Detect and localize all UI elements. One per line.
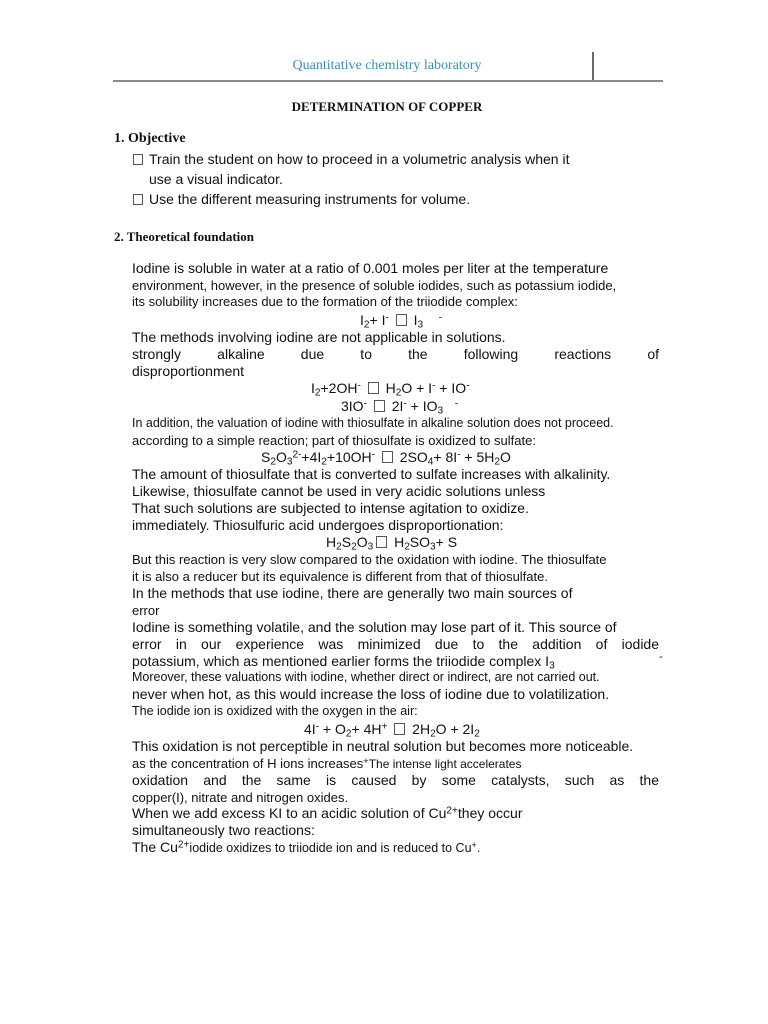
body-line: potassium, which as mentioned earlier forms the triiodide complex $I_3$ - — [132, 651, 663, 672]
section-heading-theory: 2. Theoretical foundation — [114, 229, 255, 244]
body-line: never when hot, as this would increase the loss of iodine due to volatilization. — [132, 686, 610, 702]
equation-thiosulfate-oxidation: $S_2O_3^{2-}+4I_2+10OH^-$ $2SO_4+ 8I^- + 5H_2O$ — [261, 449, 511, 468]
body-line: Likewise, thiosulfate cannot be used in very acidic solutions unless — [132, 483, 546, 499]
body-line: In the methods that use iodine, there are generally two main sources of — [132, 585, 573, 601]
body-line: This oxidation is not perceptible in neutral solution but becomes more noticeable. — [132, 738, 634, 754]
body-line: disproportionment — [132, 363, 245, 379]
body-line: Moreover, these valuations with iodine, whether direct or indirect, are not carried out. — [132, 670, 600, 684]
body-line: oxidation and the same is caused by some catalysts, such as the — [132, 772, 659, 788]
body-line: The amount of thiosulfate that is converted to sulfate increases with alkalinity. — [132, 466, 611, 482]
body-line: That such solutions are subjected to intense agitation to oxidize. — [132, 500, 529, 516]
equation-iodide-oxidation: $4I^- + O_2+ 4H^+$ $2H_2O + 2I_2$ — [304, 721, 480, 740]
document-title: DETERMINATION OF COPPER — [291, 99, 483, 114]
body-line: error in our experience was minimized due to the addition of iodide — [132, 636, 659, 652]
equation-disproportion-1: $I_2+2OH^-$ $H_2O + I^- + IO^-$ — [311, 380, 470, 399]
body-line: But this reaction is very slow compared to the oxidation with iodine. The thiosulfate — [132, 552, 607, 567]
body-line: environment, however, in the presence of soluble iodides, such as potassium iodide, — [132, 278, 617, 293]
body-line: its solubility increases due to the formation of the triiodide complex: — [132, 294, 518, 309]
bullet-box-icon — [133, 154, 143, 165]
equation-triiodide: $I_2+ I^-$ $I_3$ - — [360, 312, 443, 331]
body-line: The $Cu^{2+}iodide$ oxidizes to triiodide ion and is reduced to Cu+. — [132, 839, 481, 855]
body-line: as the concentration of H ions increases+The intense light accelerates — [132, 755, 522, 771]
running-header-title: Quantitative chemistry laboratory — [292, 58, 482, 73]
body-line: immediately. Thiosulfuric acid undergoes disproportionation: — [132, 517, 504, 533]
body-line: The iodide ion is oxidized with the oxygen in the air: — [132, 704, 418, 718]
header-divider-vertical — [592, 52, 594, 81]
body-line: When we add excess KI to an acidic solution of $Cu^{2+}they$ occur — [132, 805, 523, 821]
body-line: copper(I), nitrate and nitrogen oxides. — [132, 790, 349, 805]
section-heading-objective: 1. Objective — [114, 131, 186, 146]
body-line: error — [132, 603, 160, 618]
objective-bullet-1-continued: use a visual indicator. — [149, 171, 283, 187]
header-rule — [113, 80, 663, 82]
bullet-box-icon — [133, 194, 143, 205]
body-line: strongly alkaline due to the following reactions of — [132, 346, 659, 362]
objective-bullet-1: Train the student on how to proceed in a volumetric analysis when it — [133, 151, 570, 167]
objective-bullet-2: Use the different measuring instruments for volume. — [133, 191, 470, 207]
body-line: according to a simple reaction; part of thiosulfate is oxidized to sulfate: — [132, 433, 536, 448]
equation-disproportion-2: 3IO- $2I^- + IO_3$ - — [341, 398, 459, 417]
body-line: Iodine is soluble in water at a ratio of 0.001 moles per liter at the temperature — [132, 260, 609, 276]
body-line: In addition, the valuation of iodine with thiosulfate in alkaline solution does not proceed. — [132, 416, 614, 430]
body-line: it is also a reducer but its equivalence is different from that of thiosulfate. — [132, 569, 548, 584]
equation-thiosulfuric-acid: $H_2S_2O_3$ $H_2SO_3+ S$ — [326, 534, 458, 553]
body-line: The methods involving iodine are not applicable in solutions. — [132, 329, 506, 345]
body-line: simultaneously two reactions: — [132, 822, 315, 838]
body-line: Iodine is something volatile, and the solution may lose part of it. This source of — [132, 619, 617, 635]
